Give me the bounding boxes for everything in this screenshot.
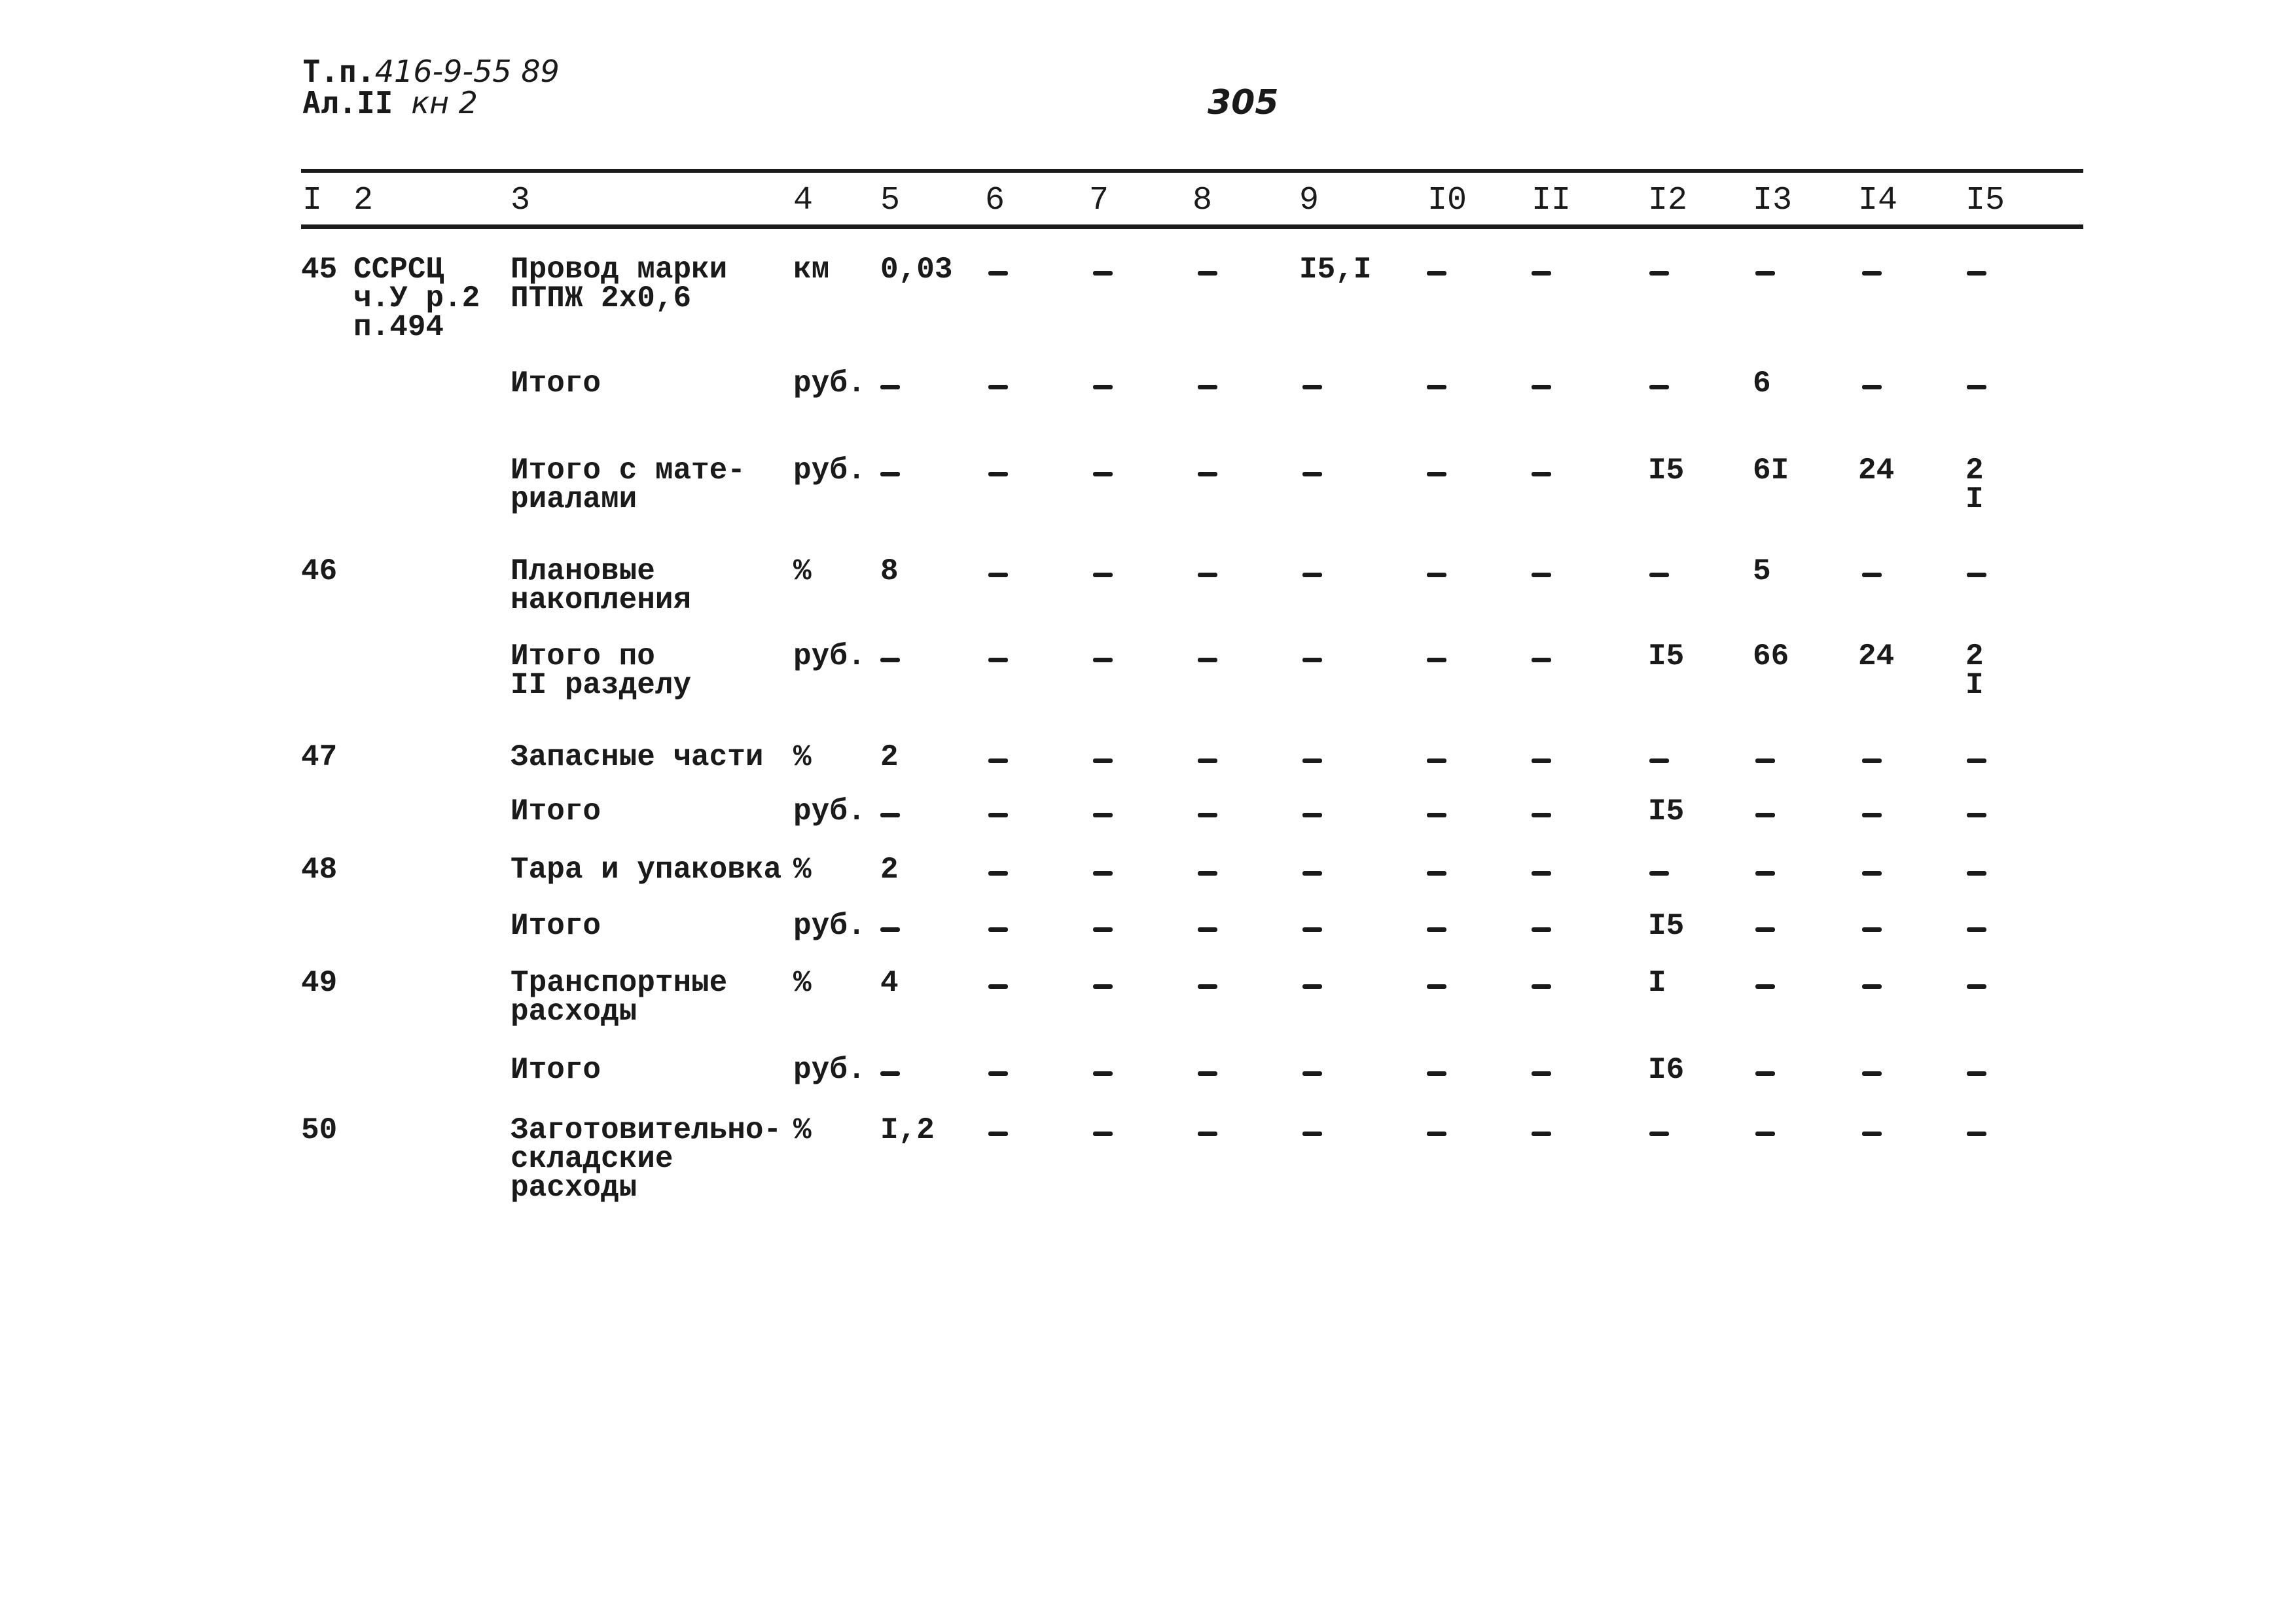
row-name: Итого — [511, 366, 601, 401]
album-label: Ал.II — [302, 85, 393, 120]
empty-dash — [1302, 658, 1322, 662]
empty-dash — [1427, 472, 1446, 476]
empty-dash — [1427, 1071, 1446, 1076]
empty-dash — [1755, 1132, 1775, 1136]
empty-dash — [1427, 927, 1446, 932]
empty-dash — [1093, 658, 1113, 662]
empty-dash — [1532, 658, 1551, 662]
table-cell: I5 — [1648, 454, 1685, 488]
empty-dash — [1302, 927, 1322, 932]
empty-dash — [1862, 1071, 1882, 1076]
empty-dash — [1093, 472, 1113, 476]
empty-dash — [1302, 984, 1322, 989]
empty-dash — [1862, 758, 1882, 763]
empty-dash — [1532, 271, 1551, 276]
table-cell: 66 — [1753, 639, 1789, 673]
empty-dash — [1862, 385, 1882, 389]
empty-dash — [1862, 927, 1882, 932]
table-cell: 2 I — [1965, 454, 1984, 516]
table-cell: I5 — [1648, 639, 1685, 673]
row-name: Транспортные расходы — [511, 966, 728, 1029]
empty-dash — [1427, 1132, 1446, 1136]
empty-dash — [880, 658, 900, 662]
table-cell: 2 — [880, 740, 899, 774]
empty-dash — [1093, 1071, 1113, 1076]
table-cell: % — [793, 554, 812, 588]
table-cell: % — [793, 740, 812, 774]
empty-dash — [1198, 984, 1217, 989]
column-number-5: 5 — [880, 182, 901, 219]
empty-dash — [1649, 271, 1669, 276]
row-number: 50 — [301, 1113, 338, 1147]
empty-dash — [1093, 813, 1113, 817]
empty-dash — [1862, 984, 1882, 989]
empty-dash — [988, 658, 1008, 662]
empty-dash — [1967, 573, 1986, 577]
empty-dash — [1532, 1132, 1551, 1136]
row-name: Тара и упаковка — [511, 853, 782, 887]
empty-dash — [1532, 813, 1551, 817]
table-cell: I,2 — [880, 1113, 935, 1147]
empty-dash — [988, 984, 1008, 989]
empty-dash — [1967, 927, 1986, 932]
row-name: Заготовительно- складские расходы — [511, 1113, 782, 1205]
empty-dash — [1967, 385, 1986, 389]
column-number-11: II — [1532, 182, 1571, 219]
empty-dash — [880, 1071, 900, 1076]
empty-dash — [1093, 385, 1113, 389]
empty-dash — [1198, 472, 1217, 476]
empty-dash — [1532, 871, 1551, 876]
header-rule — [301, 224, 2083, 229]
column-number-15: I5 — [1965, 182, 2005, 219]
table-cell: 24 — [1858, 454, 1895, 488]
empty-dash — [1967, 1071, 1986, 1076]
empty-dash — [1755, 271, 1775, 276]
table-cell: I5 — [1648, 794, 1685, 829]
table-cell: % — [793, 853, 812, 887]
empty-dash — [1198, 927, 1217, 932]
empty-dash — [880, 927, 900, 932]
empty-dash — [1427, 658, 1446, 662]
row-number: 46 — [301, 554, 338, 588]
column-number-7: 7 — [1089, 182, 1109, 219]
empty-dash — [988, 813, 1008, 817]
empty-dash — [880, 472, 900, 476]
top-rule — [301, 169, 2083, 173]
empty-dash — [1532, 984, 1551, 989]
empty-dash — [1649, 573, 1669, 577]
empty-dash — [988, 1132, 1008, 1136]
table-cell: руб. — [793, 639, 866, 673]
empty-dash — [1755, 758, 1775, 763]
empty-dash — [988, 271, 1008, 276]
empty-dash — [1862, 871, 1882, 876]
empty-dash — [1198, 271, 1217, 276]
empty-dash — [1302, 573, 1322, 577]
doc-code-number: 416-9-55 89 — [374, 54, 560, 89]
empty-dash — [1967, 871, 1986, 876]
empty-dash — [1755, 813, 1775, 817]
table-cell: ССРСЦ ч.У р.2 п.494 — [353, 253, 480, 344]
empty-dash — [988, 1071, 1008, 1076]
column-number-14: I4 — [1858, 182, 1898, 219]
empty-dash — [1198, 658, 1217, 662]
empty-dash — [1302, 758, 1322, 763]
table-cell: км — [793, 253, 830, 287]
row-name: Плановые накопления — [511, 554, 692, 617]
table-cell: 0,03 — [880, 253, 953, 287]
empty-dash — [988, 573, 1008, 577]
table-cell: I5,I — [1299, 253, 1372, 287]
empty-dash — [1198, 758, 1217, 763]
empty-dash — [1427, 984, 1446, 989]
empty-dash — [988, 927, 1008, 932]
empty-dash — [988, 385, 1008, 389]
empty-dash — [1532, 1071, 1551, 1076]
empty-dash — [1862, 1132, 1882, 1136]
row-name: Итого по II разделу — [511, 639, 692, 702]
column-number-2: 2 — [353, 182, 374, 219]
column-number-1: I — [302, 182, 323, 219]
empty-dash — [1862, 271, 1882, 276]
empty-dash — [1427, 573, 1446, 577]
column-number-4: 4 — [793, 182, 814, 219]
empty-dash — [1302, 1132, 1322, 1136]
empty-dash — [1967, 271, 1986, 276]
row-name: Итого с мате- риалами — [511, 454, 745, 516]
empty-dash — [1862, 813, 1882, 817]
column-number-3: 3 — [511, 182, 531, 219]
empty-dash — [988, 758, 1008, 763]
column-number-12: I2 — [1648, 182, 1688, 219]
empty-dash — [1427, 271, 1446, 276]
empty-dash — [1093, 1132, 1113, 1136]
empty-dash — [1302, 871, 1322, 876]
table-cell: I5 — [1648, 909, 1685, 943]
empty-dash — [988, 871, 1008, 876]
empty-dash — [1532, 758, 1551, 763]
column-number-8: 8 — [1193, 182, 1213, 219]
empty-dash — [1532, 573, 1551, 577]
table-cell: 2 — [880, 853, 899, 887]
row-name: Итого — [511, 1053, 601, 1087]
empty-dash — [880, 385, 900, 389]
empty-dash — [1093, 271, 1113, 276]
empty-dash — [1649, 385, 1669, 389]
empty-dash — [1198, 385, 1217, 389]
table-cell: I — [1648, 966, 1666, 1000]
empty-dash — [1427, 758, 1446, 763]
table-cell: 2 I — [1965, 639, 1984, 702]
empty-dash — [1967, 758, 1986, 763]
table-cell: руб. — [793, 1053, 866, 1087]
empty-dash — [1532, 385, 1551, 389]
empty-dash — [1649, 758, 1669, 763]
page-number: 305 — [1208, 83, 1279, 122]
empty-dash — [880, 813, 900, 817]
empty-dash — [1649, 871, 1669, 876]
row-name: Итого — [511, 794, 601, 829]
column-number-9: 9 — [1299, 182, 1319, 219]
empty-dash — [1532, 472, 1551, 476]
empty-dash — [1967, 984, 1986, 989]
empty-dash — [1302, 813, 1322, 817]
empty-dash — [1093, 758, 1113, 763]
empty-dash — [1967, 813, 1986, 817]
row-number: 49 — [301, 966, 338, 1000]
empty-dash — [1093, 573, 1113, 577]
empty-dash — [1427, 385, 1446, 389]
empty-dash — [1755, 871, 1775, 876]
row-name: Запасные части — [511, 740, 764, 774]
empty-dash — [1862, 573, 1882, 577]
empty-dash — [1755, 1071, 1775, 1076]
table-cell: 24 — [1858, 639, 1895, 673]
table-cell: % — [793, 966, 812, 1000]
book-label: кн 2 — [411, 85, 478, 120]
row-number: 45 — [301, 253, 338, 287]
table-cell: руб. — [793, 909, 866, 943]
doc-code-prefix: Т.п. — [302, 54, 375, 89]
empty-dash — [1302, 385, 1322, 389]
row-number: 48 — [301, 853, 338, 887]
table-cell: 5 — [1753, 554, 1771, 588]
table-cell: 4 — [880, 966, 899, 1000]
row-name: Итого — [511, 909, 601, 943]
empty-dash — [1649, 1132, 1669, 1136]
table-cell: 6I — [1753, 454, 1789, 488]
empty-dash — [1427, 813, 1446, 817]
empty-dash — [1198, 573, 1217, 577]
empty-dash — [1755, 984, 1775, 989]
empty-dash — [1532, 927, 1551, 932]
empty-dash — [1093, 871, 1113, 876]
table-cell: 8 — [880, 554, 899, 588]
table-cell: руб. — [793, 366, 866, 401]
empty-dash — [1093, 927, 1113, 932]
empty-dash — [1427, 871, 1446, 876]
empty-dash — [1967, 1132, 1986, 1136]
empty-dash — [1302, 472, 1322, 476]
empty-dash — [1198, 871, 1217, 876]
empty-dash — [1302, 1071, 1322, 1076]
empty-dash — [988, 472, 1008, 476]
table-cell: I6 — [1648, 1053, 1685, 1087]
doc-code — [302, 54, 560, 89]
album-book — [302, 85, 478, 120]
table-cell: 6 — [1753, 366, 1771, 401]
empty-dash — [1198, 1132, 1217, 1136]
empty-dash — [1198, 813, 1217, 817]
row-name: Провод марки ПТПЖ 2х0,6 — [511, 253, 728, 315]
row-number: 47 — [301, 740, 338, 774]
column-number-13: I3 — [1753, 182, 1793, 219]
empty-dash — [1093, 984, 1113, 989]
table-cell: руб. — [793, 794, 866, 829]
table-cell: % — [793, 1113, 812, 1147]
empty-dash — [1198, 1071, 1217, 1076]
column-number-10: I0 — [1427, 182, 1467, 219]
table-cell: руб. — [793, 454, 866, 488]
column-number-6: 6 — [985, 182, 1005, 219]
empty-dash — [1755, 927, 1775, 932]
